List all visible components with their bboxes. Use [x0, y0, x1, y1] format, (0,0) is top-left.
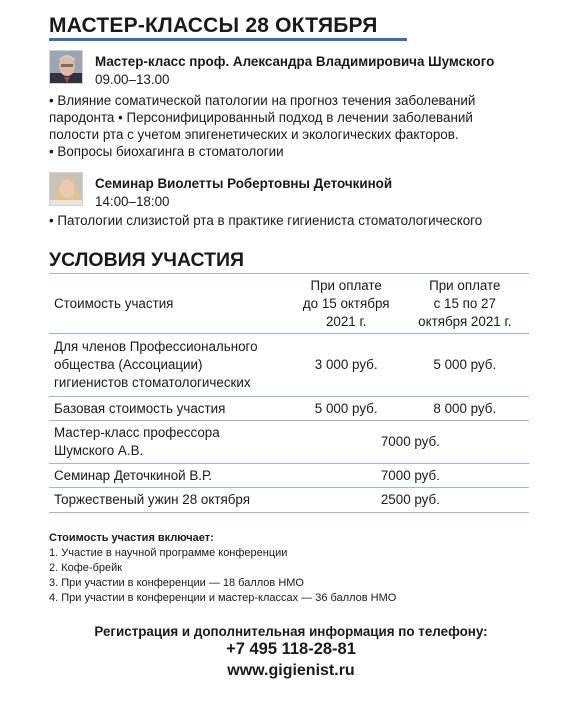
row-price: 7000 руб.	[292, 421, 529, 464]
row-price-early: 3 000 руб.	[292, 334, 401, 397]
bullet-line: полости рта с учетом эпигенетических и экологических факторов.	[49, 127, 459, 142]
row-label-line: Для членов Профессионального	[54, 339, 258, 354]
table-header-late	[401, 274, 529, 334]
header-line: до 15 октября	[302, 295, 390, 311]
row-price-late: 5 000 руб.	[401, 334, 529, 397]
includes-heading: Стоимость участия включает:	[49, 532, 214, 544]
speaker-time: 09.00–13.00	[95, 72, 170, 87]
speaker-photo-shumsky	[49, 50, 83, 84]
bullet-line: пародонта • Персонифицированный подход в лечении заболеваний	[49, 110, 473, 125]
header-line: 2021 г.	[325, 313, 367, 329]
bullet-line: • Вопросы биохагинга в стоматологии	[49, 144, 284, 159]
phone-number[interactable]: +7 495 118-28-81	[226, 640, 356, 658]
row-price: 2500 руб.	[292, 488, 529, 513]
row-label	[49, 334, 292, 397]
table-row	[49, 397, 529, 421]
header-line: октября 2021 г.	[418, 313, 512, 329]
row-label: Семинар Деточкиной В.Р.	[49, 464, 292, 488]
row-label-line: гигиенистов стоматологических	[54, 375, 251, 390]
header-line: с 15 по 27	[433, 295, 496, 311]
bullet-line: • Влияние соматической патологии на прогноз течения заболеваний	[49, 93, 476, 108]
table-header-label: Стоимость участия	[49, 274, 292, 334]
website-link[interactable]: www.gigienist.ru	[227, 662, 355, 679]
includes-item: 4. При участии в конференции и мастер-классах — 36 баллов НМО	[49, 592, 397, 604]
table-header-row	[49, 274, 529, 334]
table-row	[49, 464, 529, 488]
row-label: Базовая стоимость участия	[49, 397, 292, 421]
header-line: При оплате	[310, 277, 382, 293]
row-label-line: Мастер-класс профессора	[54, 425, 220, 440]
heading-underline	[49, 38, 407, 41]
masterclasses-heading: МАСТЕР-КЛАССЫ 28 ОКТЯБРЯ	[49, 14, 378, 37]
row-price-early: 5 000 руб.	[292, 397, 401, 421]
row-label: Торжественый ужин 28 октября	[49, 488, 292, 513]
speaker-time: 14:00–18:00	[95, 194, 170, 209]
row-label-line: Шумского А.В.	[54, 443, 144, 458]
table-row	[49, 334, 529, 397]
speaker-title: Семинар Виолетты Робертовны Деточкиной	[95, 176, 393, 191]
row-label	[49, 421, 292, 464]
price-table	[49, 273, 529, 513]
row-price: 7000 руб.	[292, 464, 529, 488]
table-row	[49, 421, 529, 464]
includes-item: 1. Участие в научной программе конференции	[49, 547, 288, 559]
includes-item: 3. При участии в конференции — 18 баллов НМО	[49, 577, 304, 589]
speaker-title: Мастер-класс проф. Александра Владимировича Шумского	[95, 54, 495, 69]
table-header-early	[292, 274, 401, 334]
header-line: При оплате	[429, 277, 501, 293]
bullet-line: • Патологии слизистой рта в практике гигиениста стоматологического	[49, 213, 483, 228]
row-label-line: общества (Ассоциации)	[54, 357, 203, 372]
conditions-heading: УСЛОВИЯ УЧАСТИЯ	[49, 249, 245, 271]
speaker-photo-detochkina	[49, 172, 83, 206]
table-row	[49, 488, 529, 513]
registration-line: Регистрация и дополнительная информация по телефону:	[94, 624, 488, 639]
row-price-late: 8 000 руб.	[401, 397, 529, 421]
includes-item: 2. Кофе-брейк	[49, 562, 123, 574]
